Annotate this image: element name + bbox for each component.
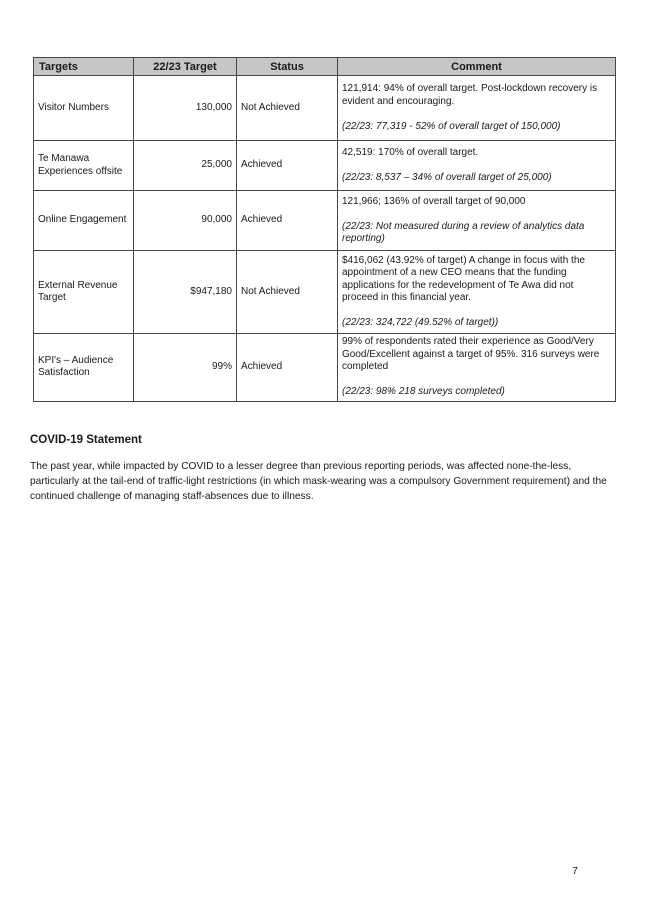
column-header-status: Status: [237, 58, 338, 76]
comment-main: 121,914: 94% of overall target. Post-lockdown recovery is evident and encouraging.: [342, 83, 598, 107]
cell-target-name: External Revenue Target: [34, 251, 134, 334]
cell-status: Achieved: [237, 141, 338, 191]
comment-note: (22/23: 324,722 (49.52% of target)): [342, 317, 499, 328]
cell-target-value: $947,180: [134, 251, 237, 334]
table-row-visitor-numbers: [34, 76, 616, 141]
cell-status: Achieved: [237, 191, 338, 251]
cell-target-value: 90,000: [134, 191, 237, 251]
cell-status: Not Achieved: [237, 251, 338, 334]
cell-comment: [338, 141, 616, 191]
table-row-external-revenue: [34, 251, 616, 334]
cell-comment: [338, 334, 616, 402]
cell-target-name: Online Engagement: [34, 191, 134, 251]
table-row-audience-satisfaction: [34, 334, 616, 402]
comment-main: 42,519: 170% of overall target.: [342, 146, 479, 158]
cell-comment: [338, 191, 616, 251]
comment-note: (22/23: Not measured during a review of analytics data reporting): [342, 220, 585, 244]
covid-statement-body: The past year, while impacted by COVID to a lesser degree than previous reporting periods, was affected none-the-less, particularly at the tail-end of traffic-light restrictions (in which mask-wearing was a compulsory Government requirement) and the continued challenge of managing staff-absences due to illness.: [30, 461, 607, 502]
cell-target-name: Te Manawa Experiences offsite: [34, 141, 134, 191]
covid-statement-section: [30, 434, 615, 504]
cell-target-value: 99%: [134, 334, 237, 402]
table-row-te-manawa-experiences: [34, 141, 616, 191]
column-header-comment: Comment: [338, 58, 616, 76]
table-row-online-engagement: [34, 191, 616, 251]
cell-target-name: Visitor Numbers: [34, 76, 134, 141]
cell-target-value: 130,000: [134, 76, 237, 141]
cell-comment: [338, 76, 616, 141]
cell-status: Not Achieved: [237, 76, 338, 141]
comment-main: $416,062 (43.92% of target) A change in focus with the appointment of a new CEO means that the funding applications for the redevelopment of Te Awa did not proceed in this financial year.: [342, 254, 585, 303]
page-number: 7: [572, 865, 578, 877]
cell-target-name: KPI's – Audience Satisfaction: [34, 334, 134, 402]
comment-note: (22/23: 98% 218 surveys completed): [342, 386, 505, 397]
comment-note: (22/23: 77,319 - 52% of overall target of 150,000): [342, 120, 561, 132]
covid-statement-heading: COVID-19 Statement: [30, 434, 142, 446]
cell-comment: [338, 251, 616, 334]
table-header-row: [34, 58, 616, 76]
column-header-targets: Targets: [34, 58, 134, 76]
cell-target-value: 25,000: [134, 141, 237, 191]
cell-status: Achieved: [237, 334, 338, 402]
kpi-table: [33, 57, 616, 402]
comment-main: 121,966; 136% of overall target of 90,000: [342, 195, 526, 207]
comment-main: 99% of respondents rated their experience as Good/Very Good/Excellent against a target of 95%. 316 surveys were completed: [342, 336, 600, 372]
comment-note: (22/23: 8,537 – 34% of overall target of 25,000): [342, 171, 552, 183]
column-header-target-2223: 22/23 Target: [134, 58, 237, 76]
